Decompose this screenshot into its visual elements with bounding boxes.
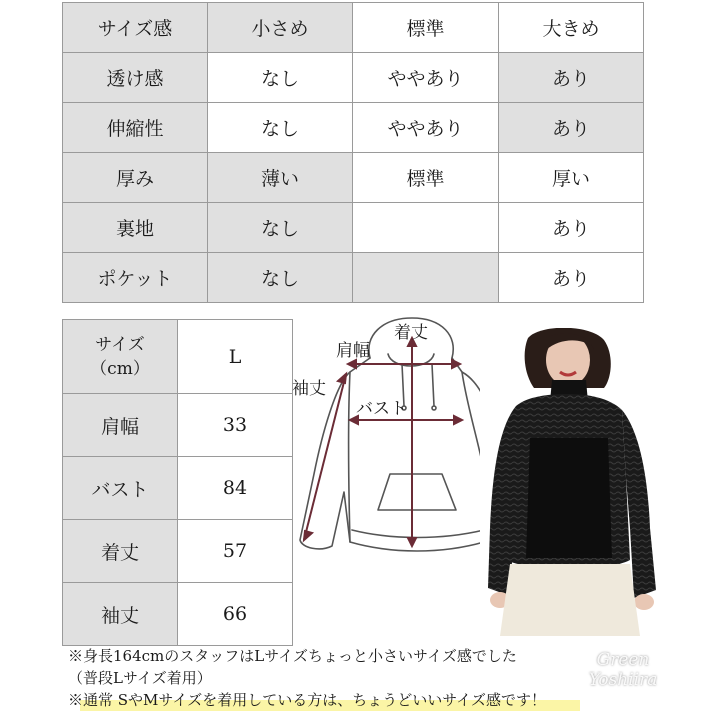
note-usual-size: （普段Lサイズ着用） [68,669,212,687]
table-cell: ややあり [353,53,499,103]
size-value-header: L [178,320,293,394]
size-row-value: 33 [178,394,293,457]
size-row-value: 66 [178,583,293,646]
size-row-label: 着丈 [63,520,178,583]
table-cell: あり [499,53,644,103]
table-cell: なし [208,253,353,303]
size-row [63,520,293,583]
size-row-label: 肩幅 [63,394,178,457]
diagram-label-length: 着丈 [394,323,428,343]
size-row [63,583,293,646]
row-label: 厚み [63,153,208,203]
size-header-row [63,320,293,394]
table-cell: 厚い [499,153,644,203]
attribute-row [63,203,644,253]
size-row [63,457,293,520]
size-row-label: バスト [63,457,178,520]
watermark-line1: Green [596,650,650,670]
table-cell: なし [208,53,353,103]
table-cell: なし [208,103,353,153]
header-cell: 大きめ [499,3,644,53]
diagram-label-shoulder: 肩幅 [336,341,370,361]
model-photo-icon [480,328,660,636]
size-header-line2: （cm） [90,358,150,379]
row-label: ポケット [63,253,208,303]
watermark-line2: Yoshiira [588,670,658,690]
header-cell: 小さめ [208,3,353,53]
note-recommendation: ※通常 SやMサイズを着用している方は、ちょうどいいサイズ感です！ [68,691,547,709]
watermark-logo [578,650,668,690]
header-cell: サイズ感 [63,3,208,53]
header-cell: 標準 [353,3,499,53]
row-label: 伸縮性 [63,103,208,153]
size-row [63,394,293,457]
table-cell: 薄い [208,153,353,203]
table-cell [353,253,499,303]
row-label: 裏地 [63,203,208,253]
row-label: 透け感 [63,53,208,103]
table-cell: あり [499,203,644,253]
table-cell: なし [208,203,353,253]
attribute-row [63,253,644,303]
table-cell: 標準 [353,153,499,203]
table-cell: あり [499,103,644,153]
diagram-label-sleeve: 袖丈 [292,379,326,399]
size-row-value: 84 [178,457,293,520]
size-row-value: 57 [178,520,293,583]
size-table [62,319,293,646]
table-cell: ややあり [353,103,499,153]
table-cell: あり [499,253,644,303]
size-row-label: 袖丈 [63,583,178,646]
attribute-header-row [63,3,644,53]
attribute-row [63,103,644,153]
model-photo-image [480,328,660,636]
attribute-row [63,153,644,203]
note-staff-size: ※身長164cmのスタッフはLサイズちょっと小さいサイズ感でした [68,647,517,665]
size-header-line1: サイズ [95,334,145,355]
size-header-label [63,320,178,394]
attribute-table [62,2,644,303]
attribute-row [63,53,644,103]
diagram-label-bust: バスト [356,399,407,419]
table-cell [353,203,499,253]
